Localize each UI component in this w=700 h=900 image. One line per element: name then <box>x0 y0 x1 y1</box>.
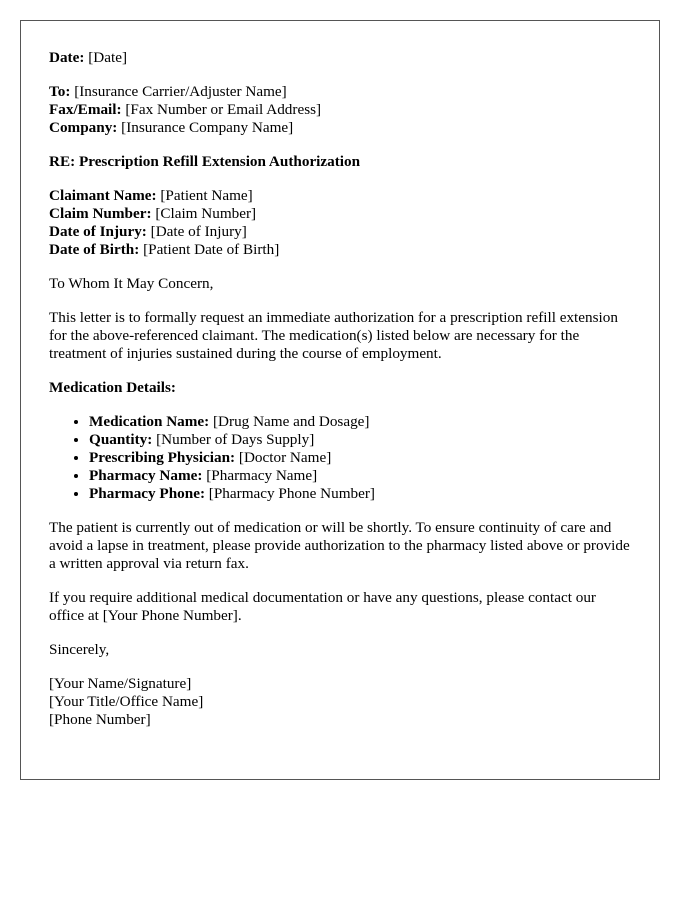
date-of-injury-label: Date of Injury: <box>49 223 147 240</box>
to-value: [Insurance Carrier/Adjuster Name] <box>74 83 287 100</box>
fax-email-line <box>49 101 631 119</box>
date-of-birth-value: [Patient Date of Birth] <box>143 241 280 258</box>
pharmacy-name-value: [Pharmacy Name] <box>206 467 318 484</box>
to-line <box>49 83 631 101</box>
closing: Sincerely, <box>49 641 110 658</box>
date-of-injury-value: [Date of Injury] <box>150 223 247 240</box>
list-item <box>89 431 631 449</box>
claimant-name-line <box>49 187 631 205</box>
list-item <box>89 467 631 485</box>
fax-email-label: Fax/Email: <box>49 101 122 118</box>
pharmacy-name-label: Pharmacy Name: <box>89 467 203 484</box>
recipient-block <box>49 83 631 137</box>
list-item <box>89 485 631 503</box>
date-value: [Date] <box>88 49 128 66</box>
quantity-value: [Number of Days Supply] <box>156 431 315 448</box>
medication-name-label: Medication Name: <box>89 413 210 430</box>
claimant-name-label: Claimant Name: <box>49 187 157 204</box>
letter-page <box>20 20 660 780</box>
quantity-label: Quantity: <box>89 431 153 448</box>
company-line <box>49 119 631 137</box>
claim-number-line <box>49 205 631 223</box>
signature-phone: [Phone Number] <box>49 711 151 728</box>
date-label: Date: <box>49 49 85 66</box>
signature-title: [Your Title/Office Name] <box>49 693 204 710</box>
pharmacy-phone-label: Pharmacy Phone: <box>89 485 205 502</box>
date-of-birth-line <box>49 241 631 259</box>
intro-paragraph: This letter is to formally request an immediate authorization for a prescription refill extension for the above-referenced claimant. The medication(s) listed below are necessary for the treatment of injuries sustained during the course of employment. <box>49 309 618 362</box>
signature-name: [Your Name/Signature] <box>49 675 192 692</box>
date-line <box>49 49 631 67</box>
list-item <box>89 413 631 431</box>
salutation: To Whom It May Concern, <box>49 275 214 292</box>
pharmacy-phone-value: [Pharmacy Phone Number] <box>208 485 375 502</box>
company-label: Company: <box>49 119 118 136</box>
medication-name-value: [Drug Name and Dosage] <box>213 413 370 430</box>
fax-email-value: [Fax Number or Email Address] <box>125 101 322 118</box>
claim-number-label: Claim Number: <box>49 205 152 222</box>
claimant-name-value: [Patient Name] <box>160 187 253 204</box>
date-of-injury-line <box>49 223 631 241</box>
signature-block <box>49 675 631 729</box>
medication-heading: Medication Details: <box>49 379 176 396</box>
claim-number-value: [Claim Number] <box>155 205 257 222</box>
prescribing-physician-value: [Doctor Name] <box>238 449 332 466</box>
list-item <box>89 449 631 467</box>
body-paragraph-continuity: The patient is currently out of medication or will be shortly. To ensure continuity of care and avoid a lapse in treatment, please provide authorization to the pharmacy listed above or provide a written approval via return fax. <box>49 519 630 572</box>
to-label: To: <box>49 83 71 100</box>
medication-list <box>49 413 631 503</box>
prescribing-physician-label: Prescribing Physician: <box>89 449 236 466</box>
date-of-birth-label: Date of Birth: <box>49 241 140 258</box>
body-paragraph-contact: If you require additional medical documentation or have any questions, please contact our office at [Your Phone Number]. <box>49 589 596 624</box>
subject-line: RE: Prescription Refill Extension Authorization <box>49 153 361 170</box>
claim-block <box>49 187 631 259</box>
company-value: [Insurance Company Name] <box>121 119 294 136</box>
